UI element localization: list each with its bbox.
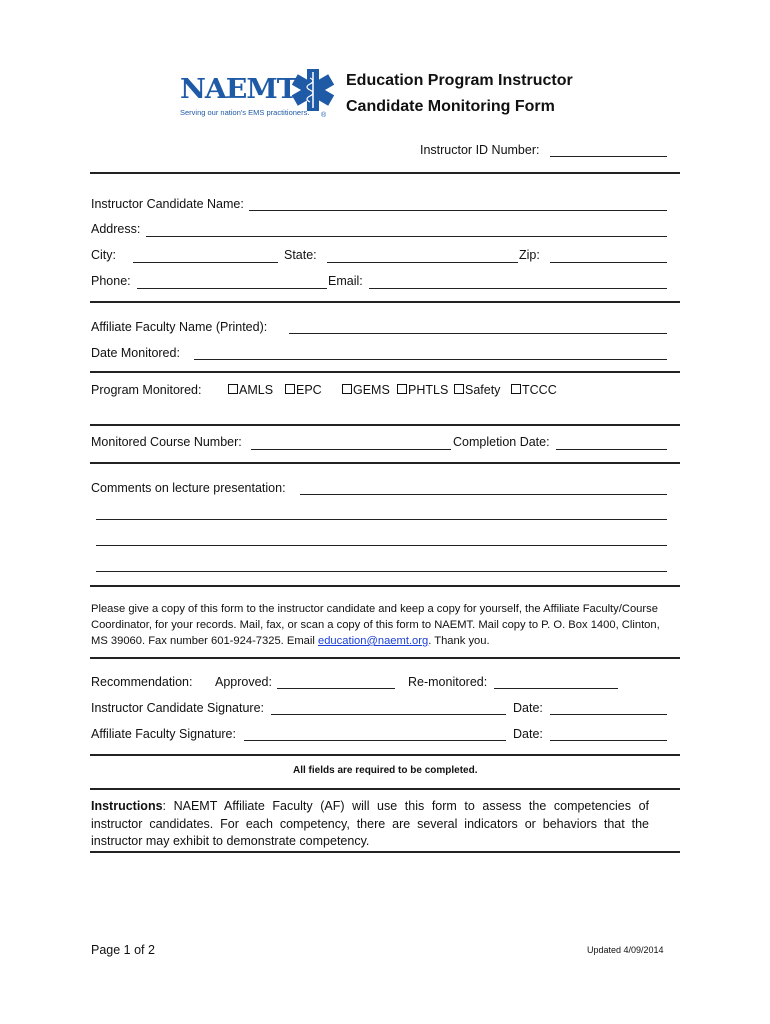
divider: [90, 462, 680, 464]
program-option-tccc[interactable]: [511, 383, 557, 397]
program-option-amls[interactable]: [228, 383, 273, 397]
checkbox[interactable]: [285, 384, 295, 394]
notice-line: [91, 633, 660, 649]
course-number-label: Monitored Course Number:: [91, 435, 242, 449]
star-of-life-icon: [292, 68, 334, 112]
instructions-text-part: : NAEMT Affiliate Faculty (AF) will use this form to assess the competencies of: [162, 799, 649, 813]
checkbox[interactable]: [342, 384, 352, 394]
phone-field[interactable]: [137, 288, 327, 289]
divider: [90, 424, 680, 426]
logo-tagline: Serving our nation's EMS practitioners.: [180, 108, 310, 117]
divider: [90, 585, 680, 587]
program-option-gems[interactable]: [342, 383, 390, 397]
state-field[interactable]: [327, 262, 518, 263]
faculty-name-label: Affiliate Faculty Name (Printed):: [91, 320, 268, 334]
faculty-signature-date-field[interactable]: [550, 740, 667, 741]
candidate-name-label: Instructor Candidate Name:: [91, 197, 244, 211]
page-number: Page 1 of 2: [91, 943, 155, 957]
instructions-label: Instructions: [91, 799, 163, 813]
date-label: Date:: [513, 727, 543, 741]
comments-field-line[interactable]: [96, 571, 667, 572]
comments-field[interactable]: [300, 494, 667, 495]
zip-label: Zip:: [519, 248, 540, 262]
faculty-name-field[interactable]: [289, 333, 667, 334]
candidate-name-field[interactable]: [249, 210, 667, 211]
notice-line: Coordinator, for your records. Mail, fax, or scan a copy of this form to NAEMT. Mail copy to P. O. Box 1400, Clinton,: [91, 619, 660, 631]
instructions-line: [91, 798, 649, 816]
divider: [90, 371, 680, 373]
remonitored-field[interactable]: [494, 688, 618, 689]
date-monitored-label: Date Monitored:: [91, 346, 180, 360]
instructor-id-label: Instructor ID Number:: [420, 143, 540, 157]
candidate-signature-field[interactable]: [271, 714, 506, 715]
divider: [90, 172, 680, 174]
registered-mark: ®: [321, 112, 327, 119]
notice-text: [91, 601, 660, 649]
address-label: Address:: [91, 222, 141, 236]
remonitored-label: Re-monitored:: [408, 675, 488, 689]
checkbox[interactable]: [454, 384, 464, 394]
divider: [90, 754, 680, 756]
completion-date-label: Completion Date:: [453, 435, 550, 449]
instructions-text: [91, 798, 649, 851]
notice-line: Please give a copy of this form to the instructor candidate and keep a copy for yourself, the Affiliate Faculty/Course: [91, 603, 658, 615]
logo-text: NAEMT: [180, 74, 297, 105]
completion-date-field[interactable]: [556, 449, 667, 450]
option-label: GEMS: [353, 383, 390, 397]
option-label: Safety: [465, 383, 501, 397]
option-label: AMLS: [239, 383, 274, 397]
recommendation-label: Recommendation:: [91, 675, 193, 689]
notice-text-part: . Thank you.: [428, 635, 490, 647]
phone-label: Phone:: [91, 274, 131, 288]
email-field[interactable]: [369, 288, 667, 289]
updated-date: Updated 4/09/2014: [587, 945, 664, 955]
email-label: Email:: [328, 274, 363, 288]
checkbox[interactable]: [397, 384, 407, 394]
instructions-line: instructor candidates. For each competency, there are several indicators or behaviors that the: [91, 816, 649, 831]
date-monitored-field[interactable]: [194, 359, 667, 360]
zip-field[interactable]: [550, 262, 667, 263]
approved-field[interactable]: [277, 688, 395, 689]
program-monitored-label: Program Monitored:: [91, 383, 202, 397]
divider: [90, 301, 680, 303]
date-label: Date:: [513, 701, 543, 715]
course-number-field[interactable]: [251, 449, 451, 450]
notice-text-part: MS 39060. Fax number 601-924-7325. Email: [91, 635, 318, 647]
city-label: City:: [91, 248, 116, 262]
form-title-line1: Education Program Instructor: [346, 72, 573, 89]
faculty-signature-field[interactable]: [244, 740, 506, 741]
checkbox[interactable]: [228, 384, 238, 394]
program-option-safety[interactable]: [454, 383, 500, 397]
divider: [90, 851, 680, 853]
option-label: EPC: [296, 383, 322, 397]
comments-label: Comments on lecture presentation:: [91, 481, 286, 495]
state-label: State:: [284, 248, 317, 262]
address-field[interactable]: [146, 236, 667, 237]
comments-field-line[interactable]: [96, 545, 667, 546]
city-field[interactable]: [133, 262, 278, 263]
candidate-signature-label: Instructor Candidate Signature:: [91, 701, 265, 715]
required-note: All fields are required to be completed.: [293, 765, 478, 776]
naemt-logo: [180, 68, 330, 123]
email-link[interactable]: education@naemt.org: [317, 635, 429, 647]
divider: [90, 788, 680, 790]
approved-label: Approved:: [215, 675, 272, 689]
candidate-signature-date-field[interactable]: [550, 714, 667, 715]
option-label: PHTLS: [408, 383, 449, 397]
faculty-signature-label: Affiliate Faculty Signature:: [91, 727, 236, 741]
instructions-line: instructor may exhibit to demonstrate competency.: [91, 834, 370, 848]
comments-field-line[interactable]: [96, 519, 667, 520]
checkbox[interactable]: [511, 384, 521, 394]
divider: [90, 657, 680, 659]
program-option-epc[interactable]: [285, 383, 322, 397]
form-title-line2: Candidate Monitoring Form: [346, 98, 555, 115]
instructor-id-field[interactable]: [550, 156, 667, 157]
program-option-phtls[interactable]: [397, 383, 448, 397]
option-label: TCCC: [522, 383, 557, 397]
